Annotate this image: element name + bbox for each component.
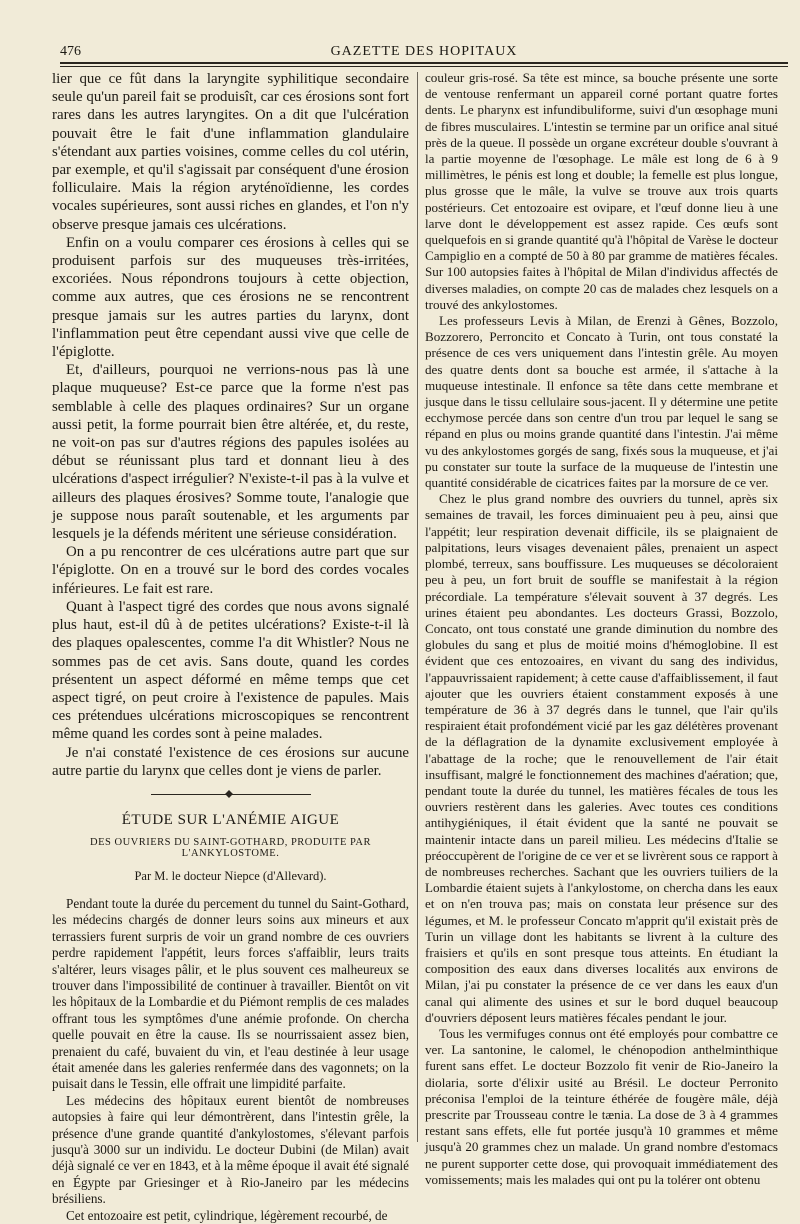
- article-paragraph: Cet entozoaire est petit, cylindrique, légèrement recourbé, de: [66, 1207, 388, 1223]
- header-rule-thin: [60, 66, 788, 67]
- page-number: 476: [60, 44, 81, 59]
- left-paragraph: On a pu rencontrer de ces ulcérations autre part que sur l'épiglotte. On en a trouvé sur le bord des cordes vocales inférieures. Le fait est rare.: [52, 544, 409, 597]
- article-subtitle: DES OUVRIERS DU SAINT-GOTHARD, PRODUITE PAR L'ANKYLOSTOME.: [90, 836, 371, 859]
- section-separator: [151, 790, 311, 798]
- column-divider: [417, 72, 418, 1142]
- left-paragraph: Et, d'ailleurs, pourquoi ne verrions-nous pas là une plaque muqueuse? Est-ce parce que la forme n'est pas semblable à celle des plaques ordinaires? Sur un organe aussi petit, la forme pourrait bien être altérée, et, du reste, ne voit-on pas sur d'autres régions des papules isolées au début se réunissant plus tard et donnant lieu à des ulcérations d'aspect irrégulier? N'existe-t-il pas à la vulve et ailleurs des plaques érosives? Somme toute, l'analogie que je suppose nous paraît soutenable, et les arguments par lesquels je la défends méritent une sérieuse considération.: [52, 362, 409, 543]
- right-paragraph: couleur gris-rosé. Sa tête est mince, sa bouche présente une sorte de ventouse renfermant un appareil corné portant quatre fortes dents. Le pharynx est infundibuliforme, suivi d'un œsophage muni de fibres musculaires. L'intestin se termine par un orifice anal situé près de la queue. Il possède un organe excréteur double s'ouvrant à la partie moyenne de l'œsophage. Le mâle est long de 6 à 9 millimètres, le pénis est long et double; la femelle est plus longue, plus grosse que le mâle, la vulve se trouve aux trois quarts postérieurs. Cet entozoaire est ovipare, et l'œuf donne lieu à une larve dont le développement est assez rapide. Ces œufs sont quelquefois en si grande quantité qu'à l'hôpital de Varèse le docteur Campiglio en a compté de 50 à 80 par gramme de matières fécales. Sur 100 autopsies faites à l'hôpital de Milan d'individus affectés de diverses maladies, on compte 20 cas de malades chez lesquels on a trouvé des ankylostomes.: [425, 70, 778, 312]
- running-title: GAZETTE DES HOPITAUX: [330, 44, 518, 59]
- left-paragraph: Quant à l'aspect tigré des cordes que nous avons signalé plus haut, est-il dû à de petites ulcérations? Existe-t-il là des plaques opalescentes, comme l'a dit Whistler? Nous ne sommes pas de cet avis. Sans doute, quand les cordes présentent un aspect déformé en même temps que cet aspect tigré, on peut croire à l'existence de papules. Mais ces prétendues ulcérations microscopiques se rencontrent même quand les cordes sont à peine malades.: [52, 598, 409, 743]
- left-paragraph: Je n'ai constaté l'existence de ces érosions sur aucune autre partie du larynx que celles dont je viens de parler.: [52, 744, 409, 779]
- article-paragraph: Les médecins des hôpitaux eurent bientôt de nombreuses autopsies à faire qui leur démontrèrent, dans l'intestin grêle, la présence d'une grande quantité d'ankylostomes, s'élevant parfois jusqu'à 3000 sur un individu. Le docteur Dubini (de Milan) avait déjà signalé ce ver en 1843, et à la même époque il avait été signalé en Égypte par Griesinger et à Rio-Janeiro par les médecins brésiliens.: [52, 1092, 410, 1207]
- article-paragraph: Pendant toute la durée du percement du tunnel du Saint-Gothard, les médecins chargés de donner leurs soins aux mineurs et aux terrassiers furent surpris de voir un grand nombre de ces ouvriers perdre rapidement l'appétit, leurs forces s'affaiblir, leurs traits s'altérer, leurs visages pâlir, et le plus souvent ces malheureux se trouver dans l'impossibilité de continuer à travailler. Bientôt on vit les hôpitaux de la Lombardie et du Piémont remplis de ces malades offrant tous les symptômes d'une anémie profonde. On chercha quelle pouvait en être la cause. Ils se nourrissaient assez bien, prenaient du café, buvaient du vin, et l'eau destinée à leur usage était amenée dans les galeries renfermée dans des vagonnets; on la puisait dans le Tessin, elle offrait une limpidité parfaite.: [52, 895, 409, 1092]
- right-column: [425, 70, 778, 1188]
- left-paragraph: lier que ce fût dans la laryngite syphilitique secondaire seule qu'un pareil fait se produisît, car ces érosions sont fort rares dans les autres laryngites. On a dit que l'ulcération pouvait être le fait d'une inflammation glandulaire s'étendant aux parties voisines, comme celles du col utérin, par exemple, et qu'il s'agissait par conséquent d'une érosion folliculaire. Mais la région aryténoïdienne, les cordes vocales supérieures, sont aussi riches en glandes, et l'on n'y observe presque jamais ces ulcérations.: [52, 71, 409, 233]
- left-column: [52, 70, 409, 1224]
- article-title: ÉTUDE SUR L'ANÉMIE AIGUE: [121, 811, 340, 828]
- left-paragraph: Enfin on a voulu comparer ces érosions à celles qui se produisent parfois sur des muqueuses très-irritées, excoriées. Nous répondrons toujours à cette objection, comme aux autres, que ces érosions ne se rencontrent presque jamais sur les autres parties du larynx, dont l'inflammation peut être cependant aussi vive que celle de l'épiglotte.: [52, 234, 409, 361]
- header-rule-thick: [60, 62, 788, 64]
- right-paragraph: Chez le plus grand nombre des ouvriers du tunnel, après six semaines de travail, les forces diminuaient peu à peu, ainsi que l'appétit; leur respiration devenait difficile, ils se plaignaient de palpitations, leurs visages devenaient pâles, prenaient un aspect plombé, terreux, sans bouffissure. Les muqueuses se décoloraient peu à peu, un fort bruit de souffle se manifestait à la région précordiale. La température s'élevait souvent à 37 degrés. Les urines étaient peu abondantes. Les docteurs Grassi, Bozzolo, Concato, ont tous constaté une grande diminution du nombre des globules du sang et plus de moitié moins d'hémoglobine. Il est évident que ces entozoaires, en vivant du sang des individus, l'appauvrissaient rapidement; à cette cause d'affaiblissement, il faut ajouter que les ouvriers étaient constamment exposés à une température de 36 à 37 degrés dans le tunnel, que l'air qu'ils respiraient était profondément vicié par les gaz délétères provenant de la déflagration de la dynamite exclusivement employée à l'abattage de la roche; que le renouvellement de l'air était insuffisant, malgré le fonctionnement des machines d'aération; que, pendant toute la durée du tunnel, les matières fécales de tous les ouvriers restèrent dans les galeries. Avec toutes ces conditions antihygiéniques, il était évident que la santé ne pouvait se maintenir intacte dans un pareil milieu. Les médecins d'Italie se préoccupèrent de l'origine de ce ver et se livrèrent sous ce rapport à de nombreuses recherches. Sachant que les ouvriers tuiliers de la Lombardie étaient sujets à l'ankylostome, on chercha dans les eaux et on n'en trouva pas; mais on constata leur présence sur des légumes, et M. le professeur Concato m'apprit qu'il existait près de Turin un village dont les habitants se livrent à la culture des fraisiers et qu'ils en sont presque tous atteints. En étudiant la composition des eaux dans diverses localités aux environs de Milan, j'ai pu constater la présence de ce ver dans les eaux d'un canal qui alimente des usines et sur le bord duquel beaucoup d'ouvriers déposent leurs matières fécales pendant le jour.: [425, 491, 778, 1025]
- right-paragraph: Tous les vermifuges connus ont été employés pour combattre ce ver. La santonine, le calomel, le chénopodion anthelminthique furent sans effet. Le docteur Bozzolo fit venir de Rio-Janeiro la diolaria, sorte d'élixir usité au Brésil. Le docteur Perronito préconisa l'emploi de la teinture éthérée de fougère mâle, déjà prescrite par Trousseau contre le tænia. La dose de 3 à 4 grammes restant sans effets, elle fut portée jusqu'à 10 grammes et même jusqu'à 20 grammes chez un malade. Un grand nombre d'estomacs ne purent supporter cette dose, qui provoquait immédiatement des vomissements; mais les malades qui ont pu la tolérer ont obtenu: [425, 1025, 778, 1187]
- separator-ornament: [225, 790, 233, 798]
- article-byline: Par M. le docteur Niepce (d'Allevard).: [134, 868, 327, 883]
- right-paragraph: Les professeurs Levis à Milan, de Erenzi à Gênes, Bozzolo, Bozzorero, Perroncito et Concato à Turin, ont tous constaté la présence de ces vers uniquement dans l'intestin grêle. Au moyen des quatre dents dont sa bouche est armée, il s'attache à la muqueuse intestinale. Il enfonce sa tête dans cette membrane et jusque dans le tissu cellulaire sous-jacent. Il y détermine une petite ecchymose percée dans son centre d'un trou par lequel le sang se répand en plus ou moins grande quantité dans l'intestin. J'ai même vu des ankylostomes gorgés de sang, fixés sous la muqueuse, et j'ai pu constater sur toute la surface de la muqueuse de l'intestin une quantité considérable de cicatrices faites par la morsure de ce ver.: [425, 313, 778, 491]
- page-header: [60, 44, 788, 60]
